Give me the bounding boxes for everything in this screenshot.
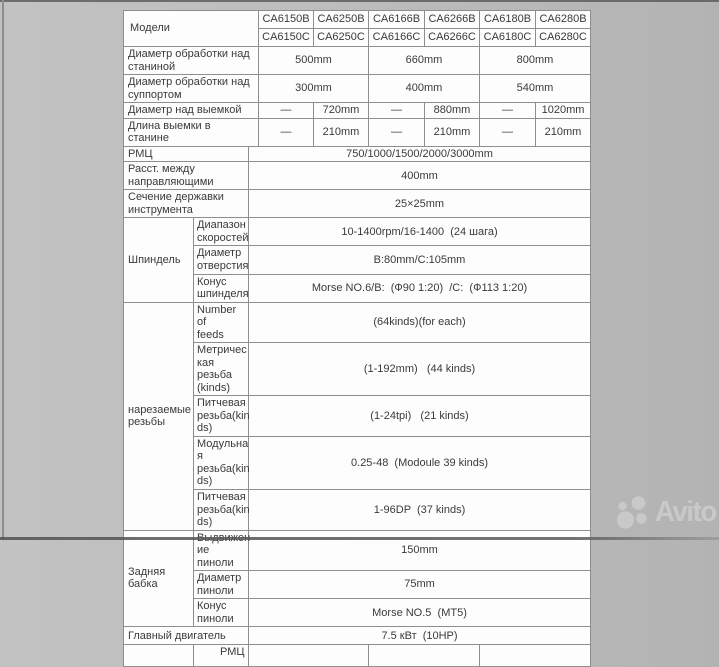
sub-label: Метричес кая резьба (kinds) xyxy=(194,343,249,396)
sub-label: Питчевая резьба(kin ds) xyxy=(194,490,249,531)
spec-value: 1-96DP (37 kinds) xyxy=(249,490,591,531)
model-cell: CA6150B xyxy=(259,11,314,29)
table-row xyxy=(124,599,591,627)
spec-value: 150mm xyxy=(249,530,591,571)
avito-watermark xyxy=(614,495,719,531)
spec-value: 210mm xyxy=(425,118,480,146)
group-label: нарезаемые резьбы xyxy=(124,302,194,530)
spec-value: — xyxy=(369,103,425,119)
spec-value xyxy=(480,645,591,667)
spec-value xyxy=(249,645,369,667)
model-cell: CA6266C xyxy=(425,29,480,47)
spec-value: (1-192mm) (44 kinds) xyxy=(249,343,591,396)
sub-label: Диаметр отверстия xyxy=(194,246,249,274)
spec-value: 0.25-48 (Modoule 39 kinds) xyxy=(249,436,591,489)
spec-value: 7.5 кВт (10HP) xyxy=(249,627,591,645)
row-label: Длина выемки в станине xyxy=(124,118,259,146)
sub-label: Конус шпинделя xyxy=(194,274,249,302)
spec-value: 540mm xyxy=(480,75,591,103)
spec-value: 500mm xyxy=(259,47,369,75)
model-cell: CA6166B xyxy=(369,11,425,29)
table-row xyxy=(124,436,591,489)
spec-value: 1020mm xyxy=(536,103,591,119)
model-cell: CA6180B xyxy=(480,11,536,29)
row-label: Модели xyxy=(124,11,259,47)
model-cell: CA6180C xyxy=(480,29,536,47)
spec-value: — xyxy=(259,118,314,146)
table-row xyxy=(124,218,591,246)
table-row xyxy=(124,274,591,302)
table-row-models-b xyxy=(124,11,591,29)
spec-value: B:80mm/C:105mm xyxy=(249,246,591,274)
spec-value: — xyxy=(369,118,425,146)
spec-value: (1-24tpi) (21 kinds) xyxy=(249,396,591,437)
table-row xyxy=(124,571,591,599)
table-row xyxy=(124,75,591,103)
spec-value: Morse NO.6/B: (Ф90 1:20) /C: (Ф113 1:20) xyxy=(249,274,591,302)
table-row xyxy=(124,146,591,162)
table-row xyxy=(124,162,591,190)
avito-circles-logo-icon xyxy=(614,495,652,531)
table-row xyxy=(124,490,591,531)
model-cell: CA6280B xyxy=(536,11,591,29)
sub-label: Питчевая резьба(kin ds) xyxy=(194,396,249,437)
sub-label: Конус пиноли xyxy=(194,599,249,627)
photo-left-edge xyxy=(2,0,4,540)
table-row xyxy=(124,118,591,146)
table-row xyxy=(124,47,591,75)
photo-bottom-edge xyxy=(0,537,719,540)
row-label: Сечение державки инструмента xyxy=(124,190,249,218)
spec-value: (64kinds)(for each) xyxy=(249,302,591,343)
model-cell: CA6166C xyxy=(369,29,425,47)
model-cell: CA6266B xyxy=(425,11,480,29)
spec-value: — xyxy=(480,118,536,146)
spec-value: 400mm xyxy=(249,162,591,190)
sub-label: ие пиноли xyxy=(194,530,249,571)
row-label: Диаметр обработки над станиной xyxy=(124,47,259,75)
spec-value: 300mm xyxy=(259,75,369,103)
spec-value: 10-1400rpm/16-1400 (24 шага) xyxy=(249,218,591,246)
table-row xyxy=(124,103,591,119)
spec-value: 880mm xyxy=(425,103,480,119)
spec-value: 400mm xyxy=(369,75,480,103)
table-row xyxy=(124,343,591,396)
spec-value: 75mm xyxy=(249,571,591,599)
row-label: Расст. между направляющими xyxy=(124,162,249,190)
spec-value: 210mm xyxy=(314,118,369,146)
spec-value: — xyxy=(480,103,536,119)
sub-label: Диапазон скоростей xyxy=(194,218,249,246)
group-label: Шпиндель xyxy=(124,218,194,302)
spec-value: 800mm xyxy=(480,47,591,75)
row-label xyxy=(124,645,194,667)
table-row xyxy=(124,302,591,343)
row-label: Диаметр над выемкой xyxy=(124,103,259,119)
table-row-clipped xyxy=(124,645,591,667)
spec-table xyxy=(123,10,591,667)
model-cell: CA6280C xyxy=(536,29,591,47)
sub-label: Диаметр пиноли xyxy=(194,571,249,599)
spec-value: 25×25mm xyxy=(249,190,591,218)
row-label: РМЦ xyxy=(124,146,249,162)
table-row xyxy=(124,396,591,437)
watermark-label: Avito xyxy=(655,496,716,528)
model-cell: CA6250C xyxy=(314,29,369,47)
row-label: Главный двигатель xyxy=(124,627,249,645)
spec-value: — xyxy=(259,103,314,119)
spec-value: 210mm xyxy=(536,118,591,146)
table-row xyxy=(124,190,591,218)
spec-value: 660mm xyxy=(369,47,480,75)
photo-top-edge xyxy=(0,0,719,2)
model-cell: CA6250B xyxy=(314,11,369,29)
sub-label: Number of feeds xyxy=(194,302,249,343)
table-row xyxy=(124,627,591,645)
spec-value: 750/1000/1500/2000/3000mm xyxy=(249,146,591,162)
spec-value xyxy=(369,645,480,667)
sub-label: Модульна я резьба(kin ds) xyxy=(194,436,249,489)
table-row xyxy=(124,246,591,274)
spec-value: 720mm xyxy=(314,103,369,119)
group-label: Задняя бабка xyxy=(124,530,194,627)
spec-value: Morse NO.5 (MT5) xyxy=(249,599,591,627)
row-label: Диаметр обработки над суппортом xyxy=(124,75,259,103)
sub-label: РМЦ xyxy=(194,645,249,667)
model-cell: CA6150C xyxy=(259,29,314,47)
